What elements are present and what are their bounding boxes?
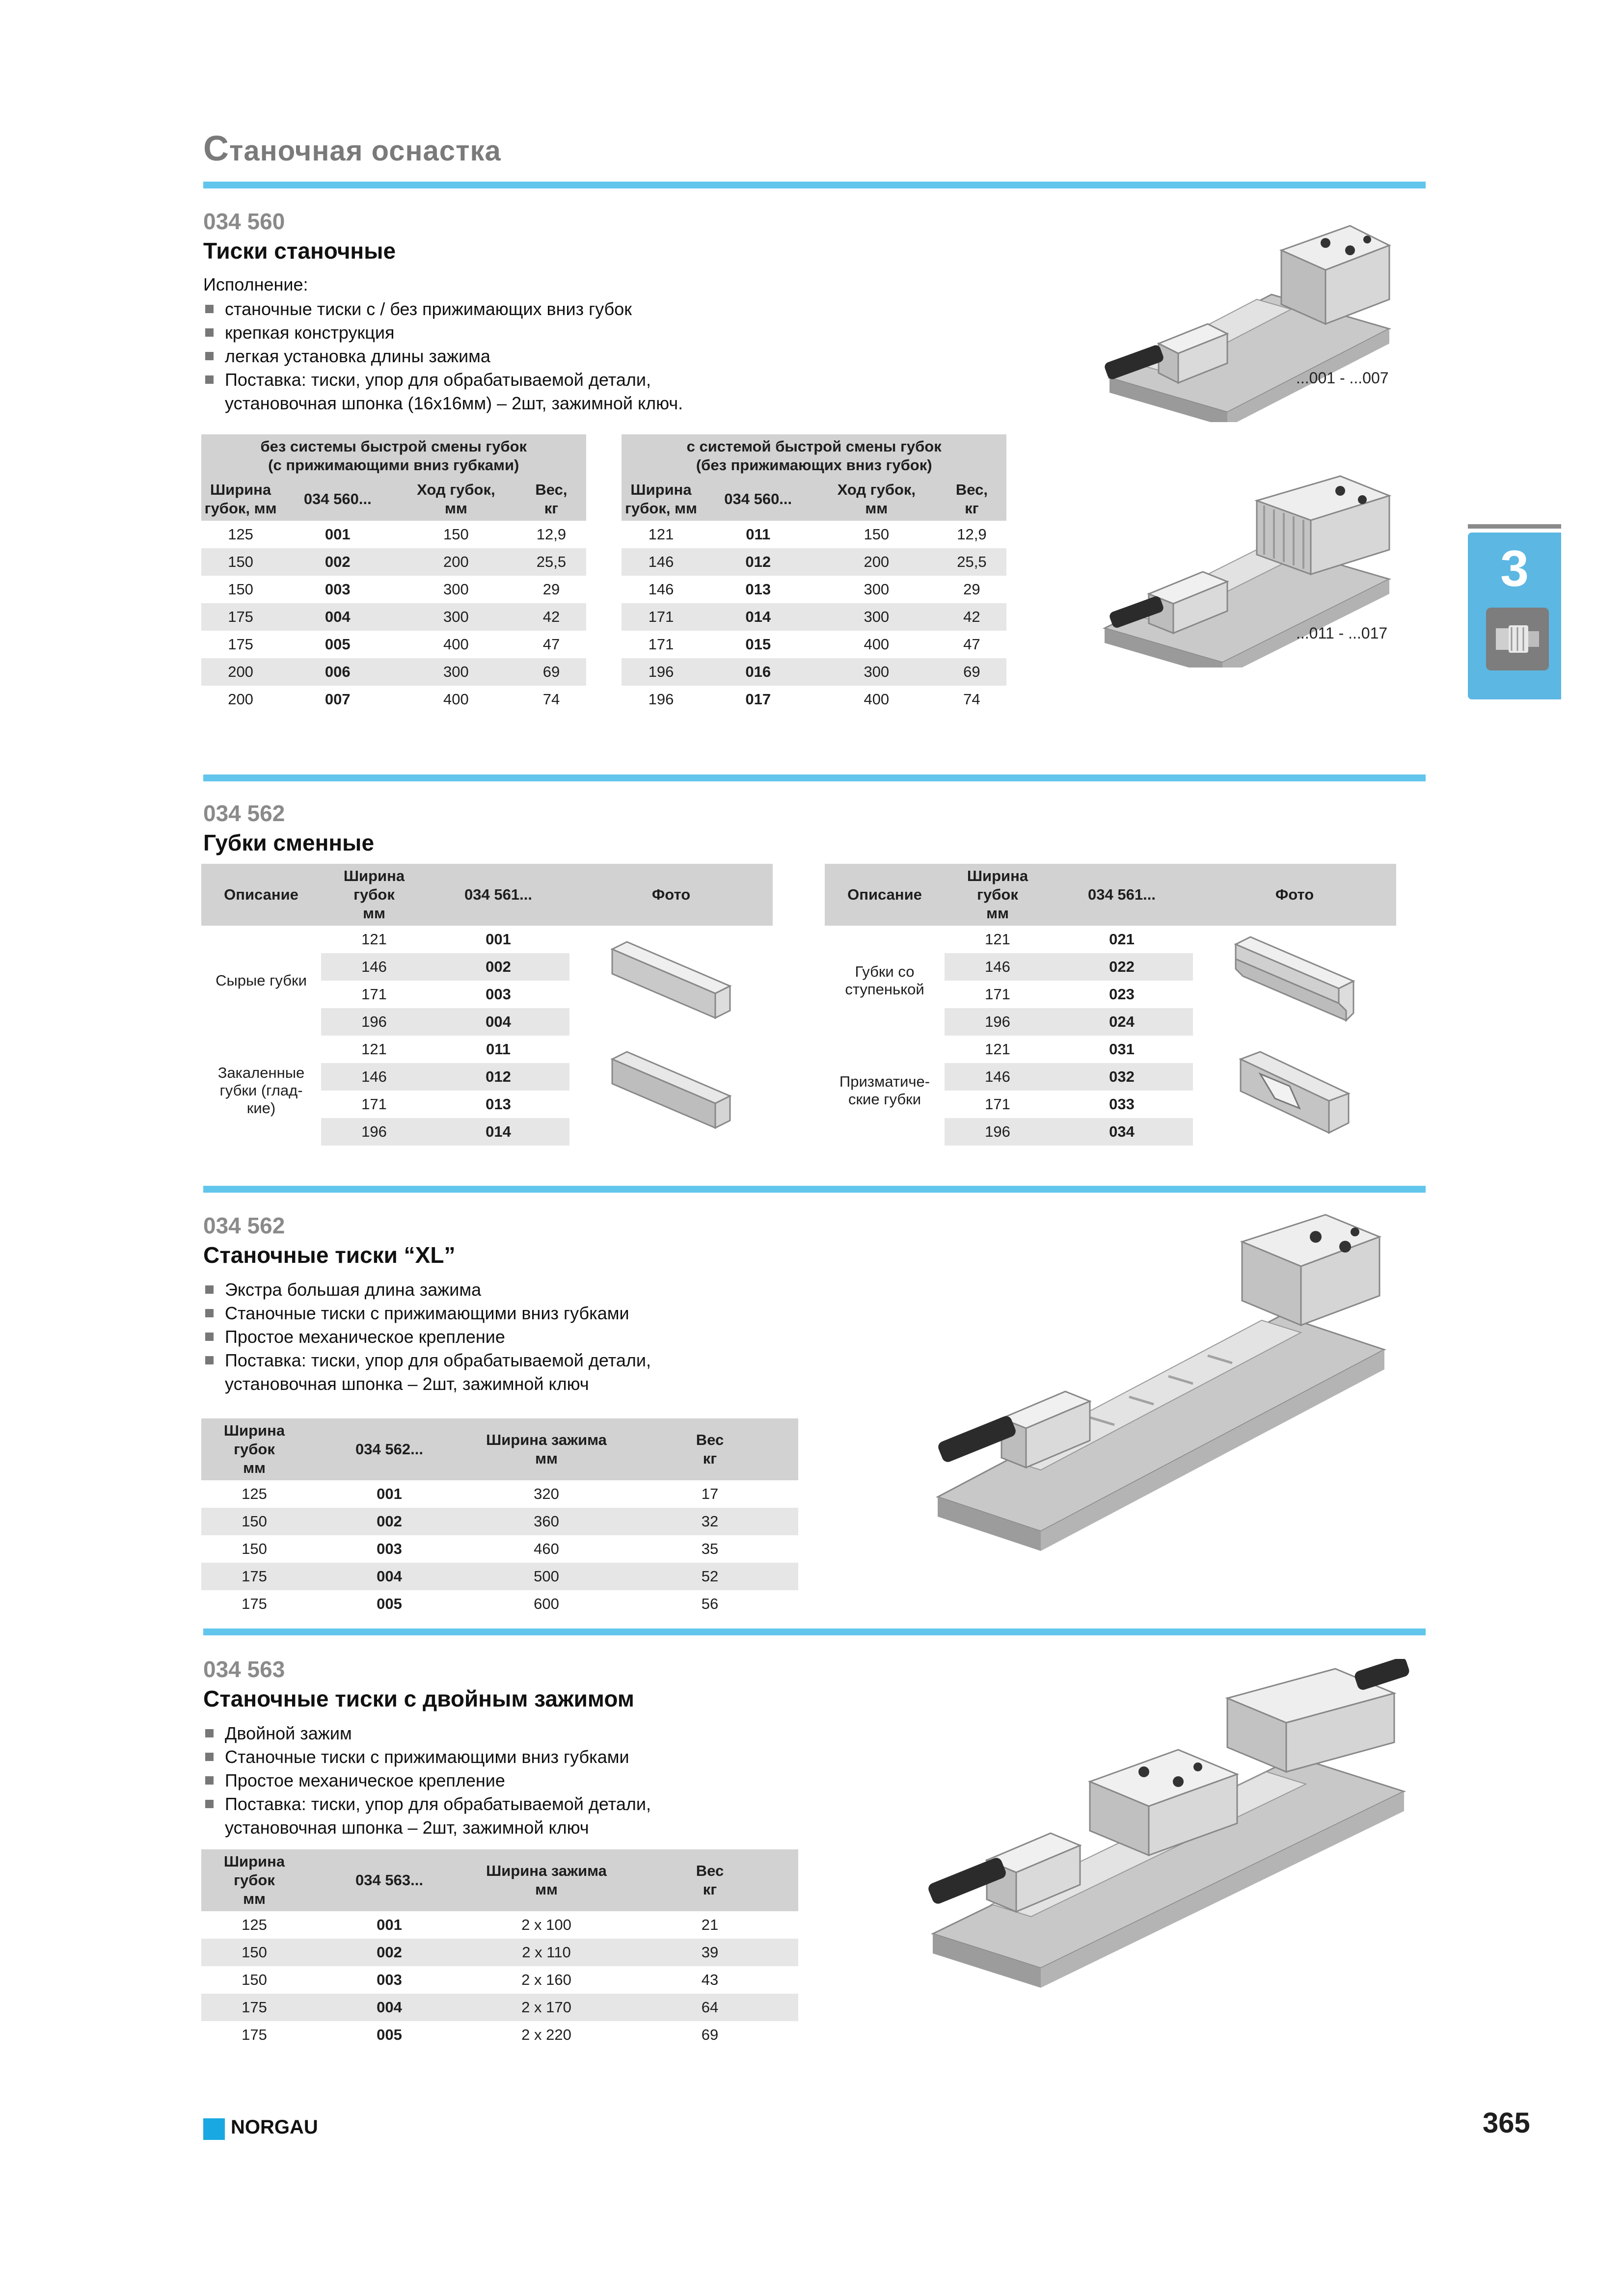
table-cell: 175: [228, 636, 253, 653]
table-cell: 006: [280, 658, 395, 686]
table-cell: [586, 603, 622, 631]
table-cell: 125: [228, 526, 253, 543]
col-stroke: Ход губок, мм: [816, 478, 937, 521]
table-cell: 74: [963, 691, 980, 708]
feature-item: Простое механическое крепление: [203, 1325, 891, 1349]
table-cell: 004: [280, 603, 395, 631]
product-code: 034 562: [203, 801, 285, 826]
table-row: [201, 1480, 798, 1508]
table-cell: 121: [648, 526, 674, 543]
table-cell: 175: [242, 2026, 267, 2043]
page-title: Станочная оснастка: [203, 129, 501, 168]
table-row: [201, 686, 1006, 713]
col-width: Ширина губок, мм: [622, 478, 700, 521]
table-body: [201, 521, 1006, 713]
table-cell: 012: [701, 548, 816, 576]
col-description: Описание: [201, 864, 321, 926]
tool-holder-icon: [1486, 608, 1549, 670]
section-divider: [203, 182, 1426, 188]
product-code: 034 562: [203, 1213, 285, 1238]
table-cell: 023: [1109, 986, 1135, 1003]
table-cell: 2 x 220: [521, 2026, 571, 2043]
table-cell: 121: [361, 931, 387, 948]
table-row: [201, 658, 1006, 686]
col-weight: Вес, кг: [937, 478, 1006, 521]
feature-item: легкая установка длины зажима: [203, 345, 891, 368]
jaw-type-label: Губки со ступенькой: [845, 963, 924, 998]
table-cell: 014: [701, 603, 816, 631]
side-tab-rule: [1468, 524, 1561, 529]
table-cell: 200: [201, 658, 280, 686]
table-body: [201, 1911, 798, 2049]
feature-item-continued: установочная шпонка – 2шт, зажимной ключ: [225, 1817, 589, 1838]
table-cell: 150: [228, 581, 253, 598]
table-cell: 400: [864, 691, 890, 708]
brand-name: NORGAU: [231, 2116, 318, 2138]
table-cell: 69: [701, 2026, 719, 2043]
table-cell: 003: [325, 581, 351, 598]
feature-item: станочные тиски с / без прижимающих вниз губок: [203, 297, 891, 321]
jaw-photo-cell: [1193, 926, 1396, 1036]
table-cell: 150: [242, 1540, 267, 1557]
table-cell: 500: [471, 1563, 622, 1590]
table-body: [201, 1480, 798, 1618]
col-photo: Фото: [569, 864, 773, 926]
table-cell: 012: [427, 1063, 569, 1091]
table-cell: 29: [963, 581, 980, 598]
stepped-jaw-image: [1231, 930, 1358, 1028]
jaw-type-label: Призматиче- ские губки: [839, 1073, 930, 1108]
table-cell: 003: [377, 1971, 402, 1988]
col-weight: Вес кг: [622, 1418, 798, 1480]
jaw-photo-cell: [1193, 1036, 1396, 1146]
table-cell: 013: [486, 1095, 511, 1113]
table-cell: 400: [443, 636, 469, 653]
table-cell: 300: [864, 581, 890, 598]
table-cell: 005: [377, 2026, 402, 2043]
table-cell: 25,5: [516, 548, 586, 576]
table-cell: 47: [963, 636, 980, 653]
table-cell: 2 x 100: [521, 1916, 571, 1933]
table-cell: 150: [201, 1508, 307, 1535]
page-number: 365: [1483, 2107, 1530, 2139]
table-cell: 171: [648, 636, 674, 653]
table-cell: 200: [816, 548, 937, 576]
table-cell: 171: [361, 1095, 387, 1113]
table-row: [201, 1994, 798, 2021]
table-cell: 21: [701, 1916, 719, 1933]
col-code: 034 561...: [427, 864, 569, 926]
table-cell: 35: [701, 1540, 719, 1557]
table-cell: 031: [1109, 1041, 1135, 1058]
product-description: [203, 1722, 891, 1840]
col-clamp: Ширина зажима мм: [471, 1849, 622, 1911]
col-width: Ширина губок мм: [201, 1849, 307, 1911]
table-cell: 12,9: [536, 526, 567, 543]
jaws-table-right: [825, 864, 1396, 1146]
table-cell: 69: [516, 658, 586, 686]
table-cell: 032: [1051, 1063, 1193, 1091]
table-cell: [586, 686, 622, 713]
table-cell: 196: [321, 1008, 427, 1036]
col-code: 034 560...: [701, 478, 816, 521]
table-cell: 2 x 160: [521, 1971, 571, 1988]
table-cell: 300: [816, 603, 937, 631]
table-row: [201, 1939, 798, 1966]
smooth-jaw-image: [607, 930, 735, 1028]
table-cell: 001: [377, 1485, 402, 1502]
feature-item: Поставка: тиски, упор для обрабатываемой детали,: [203, 1349, 891, 1372]
table-cell: 600: [534, 1595, 559, 1612]
table-cell: [586, 658, 622, 686]
table-row: [201, 1508, 798, 1535]
col-clamp: Ширина зажима мм: [471, 1418, 622, 1480]
brand-logo-mark: [203, 2118, 225, 2140]
image-caption: ...011 - ...017: [1296, 624, 1388, 642]
table-cell: 002: [307, 1508, 471, 1535]
table-cell: [586, 631, 622, 658]
table-cell: 196: [622, 658, 700, 686]
table-cell: 146: [945, 1063, 1051, 1091]
table-cell: 002: [427, 953, 569, 981]
table-cell: 033: [1109, 1095, 1135, 1113]
description-intro: Исполнение:: [203, 274, 308, 294]
table-cell: 022: [1051, 953, 1193, 981]
double-vise-table: [201, 1849, 798, 2049]
table-cell: 17: [701, 1485, 719, 1502]
table-cell: 150: [864, 526, 890, 543]
feature-item: Поставка: тиски, упор для обрабатываемой детали,: [203, 368, 891, 392]
product-description: [203, 273, 891, 415]
feature-item: Двойной зажим: [203, 1722, 891, 1745]
table-cell: [586, 548, 622, 576]
table-cell: 004: [307, 1994, 471, 2021]
col-code: 034 562...: [307, 1418, 471, 1480]
table-cell: [586, 521, 622, 548]
feature-item: Простое механическое крепление: [203, 1769, 891, 1792]
table-cell: 001: [325, 526, 351, 543]
table-cell: 32: [622, 1508, 798, 1535]
product-code: 034 563: [203, 1656, 285, 1682]
table-cell: [586, 576, 622, 603]
table-cell: 005: [325, 636, 351, 653]
product-name: Тиски станочные: [203, 238, 396, 264]
table-row: [201, 1535, 798, 1563]
table-cell: 024: [1051, 1008, 1193, 1036]
table-cell: 400: [443, 691, 469, 708]
prismatic-jaw-image: [1231, 1040, 1358, 1138]
feature-item: Станочные тиски с прижимающими вниз губками: [203, 1302, 891, 1325]
table-cell: 171: [985, 986, 1010, 1003]
table-cell: 196: [321, 1118, 427, 1146]
table-cell: 74: [542, 691, 560, 708]
table-cell: 300: [443, 581, 469, 598]
table-cell: 42: [937, 603, 1006, 631]
table-cell: 011: [486, 1041, 511, 1058]
product-description: [203, 1278, 891, 1396]
table-cell: 42: [516, 603, 586, 631]
table-row: [201, 2021, 798, 2049]
table-row: [201, 1563, 798, 1590]
product-name: Губки сменные: [203, 830, 375, 855]
table-cell: 39: [622, 1939, 798, 1966]
table-cell: 171: [361, 986, 387, 1003]
table-cell: 146: [321, 1063, 427, 1091]
section-divider: [203, 1186, 1426, 1193]
table-cell: 196: [945, 1008, 1051, 1036]
feature-item-continued: установочная шпонка – 2шт, зажимной ключ: [225, 1374, 589, 1394]
section-divider: [203, 774, 1426, 781]
vise-spec-table: [201, 434, 1006, 713]
table-cell: 56: [701, 1595, 719, 1612]
jaws-table-left: [201, 864, 773, 1146]
col-weight: Вес кг: [622, 1849, 798, 1911]
table-cell: 300: [395, 658, 516, 686]
col-photo: Фото: [1193, 864, 1396, 926]
table-cell: 300: [816, 658, 937, 686]
table-cell: 150: [242, 1971, 267, 1988]
table-cell: 320: [534, 1485, 559, 1502]
feature-item-continued: установочная шпонка (16х16мм) – 2шт, зажимной ключ.: [225, 393, 683, 413]
col-width: Ширина губок, мм: [201, 478, 280, 521]
table-cell: 146: [321, 953, 427, 981]
table-cell: 196: [648, 691, 674, 708]
feature-item: крепкая конструкция: [203, 321, 891, 345]
table-cell: 196: [945, 1118, 1051, 1146]
chapter-number: 3: [1500, 540, 1529, 597]
feature-item: Экстра большая длина зажима: [203, 1278, 891, 1302]
xl-vise-table: [201, 1418, 798, 1618]
table-cell: 017: [745, 691, 771, 708]
table-cell: 175: [242, 1595, 267, 1612]
table-row: [201, 548, 1006, 576]
table-cell: 121: [361, 1041, 387, 1058]
table-cell: 004: [427, 1008, 569, 1036]
jaw-photo-cell: [569, 926, 773, 1036]
col-code: 034 561...: [1051, 864, 1193, 926]
table-cell: 69: [937, 658, 1006, 686]
group-header-right: с системой быстрой смены губок (без прижимающих вниз губок): [622, 434, 1006, 478]
table-cell: 47: [542, 636, 560, 653]
table-cell: 016: [701, 658, 816, 686]
table-cell: 150: [201, 1939, 307, 1966]
col-width: Ширина губок мм: [321, 864, 427, 926]
table-cell: 460: [534, 1540, 559, 1557]
table-cell: 25,5: [937, 548, 1006, 576]
col-width: Ширина губок мм: [201, 1418, 307, 1480]
table-cell: 146: [648, 581, 674, 598]
table-cell: 52: [622, 1563, 798, 1590]
table-cell: 12,9: [957, 526, 987, 543]
table-cell: 005: [377, 1595, 402, 1612]
double-vise-image: [923, 1659, 1414, 1995]
table-cell: 003: [377, 1540, 402, 1557]
jaw-photo-cell: [569, 1036, 773, 1146]
table-cell: 43: [701, 1971, 719, 1988]
table-row: [201, 1966, 798, 1994]
table-cell: 002: [307, 1939, 471, 1966]
col-weight: Вес, кг: [516, 478, 586, 521]
table-cell: 171: [622, 603, 700, 631]
table-cell: 2 x 110: [471, 1939, 622, 1966]
jaw-type-label: Закаленные губки (глад- кие): [217, 1064, 305, 1117]
table-cell: 004: [307, 1563, 471, 1590]
table-row: [201, 1911, 798, 1939]
table-cell: 001: [486, 931, 511, 948]
table-cell: 007: [325, 691, 351, 708]
table-cell: 015: [745, 636, 771, 653]
table-cell: 121: [985, 1041, 1010, 1058]
col-stroke: Ход губок, мм: [395, 478, 516, 521]
table-row: [201, 631, 1006, 658]
image-caption: ...001 - ...007: [1296, 369, 1389, 387]
feature-item: Станочные тиски с прижимающими вниз губками: [203, 1745, 891, 1769]
feature-item: Поставка: тиски, упор для обрабатываемой детали,: [203, 1792, 891, 1816]
table-cell: 29: [542, 581, 560, 598]
table-cell: 002: [280, 548, 395, 576]
table-cell: 011: [746, 526, 771, 543]
xl-vise-image: [928, 1212, 1399, 1558]
col-width: Ширина губок мм: [945, 864, 1051, 926]
hardened-jaw-image: [607, 1040, 735, 1138]
table-cell: 021: [1109, 931, 1135, 948]
table-cell: 003: [486, 986, 511, 1003]
table-cell: 171: [985, 1095, 1010, 1113]
product-code: 034 560: [203, 209, 285, 234]
table-cell: 360: [471, 1508, 622, 1535]
table-cell: 034: [1051, 1118, 1193, 1146]
table-cell: 146: [622, 548, 700, 576]
table-cell: 64: [622, 1994, 798, 2021]
col-code: 034 563...: [307, 1849, 471, 1911]
table-cell: 013: [745, 581, 771, 598]
group-header-left: без системы быстрой смены губок (с прижимающими вниз губками): [201, 434, 586, 478]
table-cell: 200: [395, 548, 516, 576]
table-cell: 150: [443, 526, 469, 543]
col-description: Описание: [825, 864, 945, 926]
table-cell: 175: [201, 1994, 307, 2021]
table-cell: 2 x 170: [471, 1994, 622, 2021]
table-cell: 175: [201, 1563, 307, 1590]
col-code: 034 560...: [280, 478, 395, 521]
table-cell: 400: [864, 636, 890, 653]
table-cell: 121: [985, 931, 1010, 948]
table-cell: 300: [395, 603, 516, 631]
table-cell: 200: [228, 691, 253, 708]
table-cell: 125: [242, 1485, 267, 1502]
table-cell: 146: [945, 953, 1051, 981]
product-name: Станочные тиски “XL”: [203, 1242, 456, 1268]
product-name: Станочные тиски с двойным зажимом: [203, 1686, 634, 1711]
section-divider: [203, 1629, 1426, 1635]
table-cell: 125: [242, 1916, 267, 1933]
table-cell: 001: [377, 1916, 402, 1933]
vise-image: [1095, 216, 1399, 425]
table-cell: 014: [427, 1118, 569, 1146]
table-row: [201, 576, 1006, 603]
table-cell: 150: [201, 548, 280, 576]
table-row: [201, 1590, 798, 1618]
table-row: [201, 521, 1006, 548]
jaw-type-label: Сырые губки: [216, 972, 307, 989]
table-cell: 175: [201, 603, 280, 631]
table-row: [201, 603, 1006, 631]
